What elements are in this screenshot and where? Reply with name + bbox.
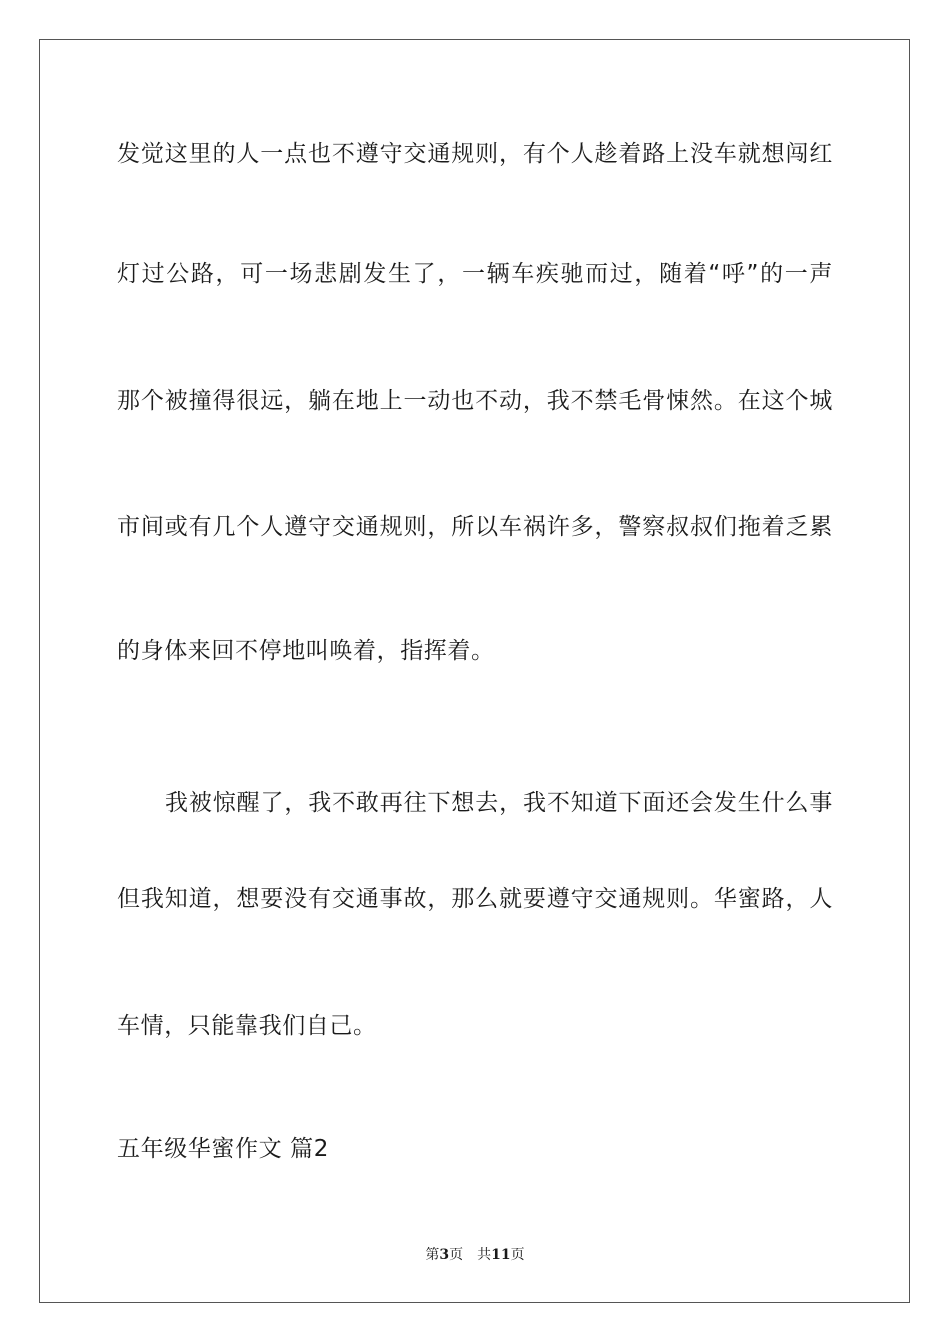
paragraph-line: 车情，只能靠我们自己。 [117, 1013, 377, 1039]
section-heading: 五年级华蜜作文 篇2 [117, 1136, 329, 1162]
footer-page-suffix: 页 [449, 1247, 464, 1263]
paragraph-line: 我被惊醒了，我不敢再往下想去，我不知道下面还会发生什么事 [165, 790, 833, 816]
footer-total-suffix: 页 [510, 1247, 525, 1263]
paragraph-line: 发觉这里的人一点也不遵守交通规则，有个人趁着路上没车就想闯红 [117, 141, 833, 167]
footer-page-number: 3 [439, 1247, 450, 1263]
paragraph-line: 但我知道，想要没有交通事故，那么就要遵守交通规则。华蜜路，人 [117, 886, 833, 912]
footer-total-prefix: 共 [477, 1247, 492, 1263]
paragraph-line: 灯过公路，可一场悲剧发生了，一辆车疾驰而过，随着“呼”的一声 [117, 261, 833, 287]
paragraph-line: 的身体来回不停地叫唤着，指挥着。 [117, 638, 495, 664]
paragraph-line: 那个被撞得很远，躺在地上一动也不动，我不禁毛骨悚然。在这个城 [117, 388, 833, 414]
page-border [39, 39, 910, 1303]
paragraph-line: 市间或有几个人遵守交通规则，所以车祸许多，警察叔叔们拖着乏累 [117, 514, 833, 540]
page-footer [0, 1246, 950, 1264]
footer-total-pages: 11 [491, 1247, 511, 1263]
footer-page-prefix: 第 [425, 1247, 440, 1263]
